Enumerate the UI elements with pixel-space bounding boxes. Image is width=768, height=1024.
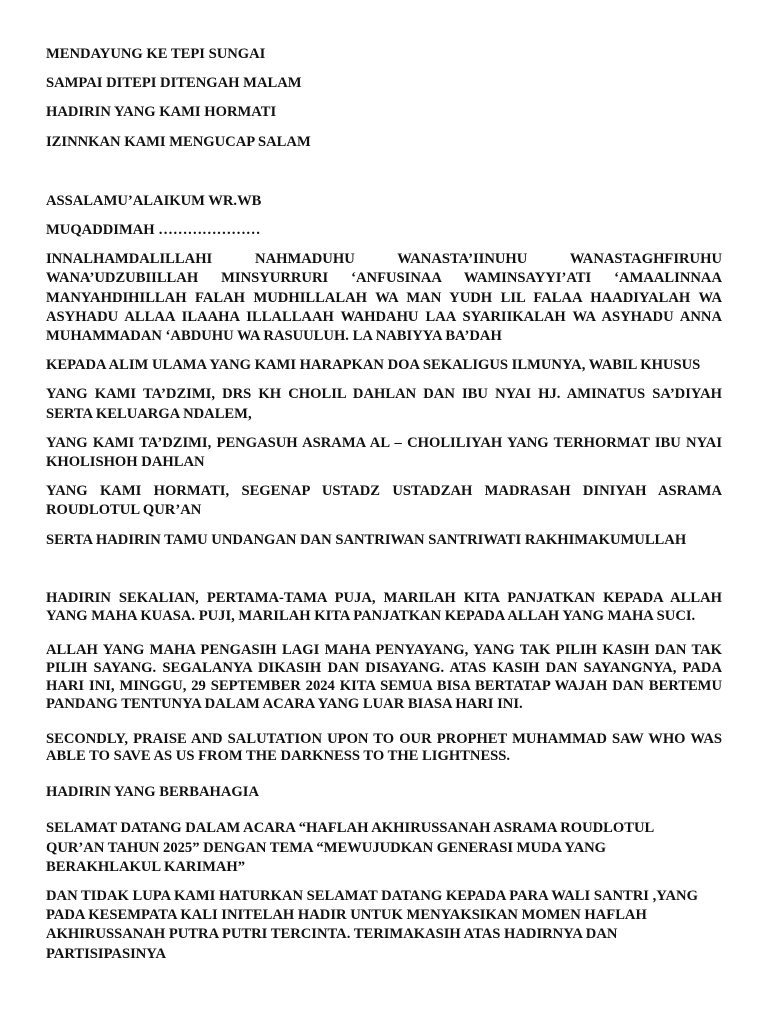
pantun-line-2: SAMPAI DITEPI DITENGAH MALAM: [46, 75, 302, 92]
closing-line: AKHIRUSSANAH PUTRA PUTRI TERCINTA. TERIMAKASIH ATAS HADIRNYA DAN: [46, 926, 618, 943]
welcome-line: BERAKHLAKUL KARIMAH”: [46, 858, 246, 875]
greeting-hadirin: SERTA HADIRIN TAMU UNDANGAN DAN SANTRIWAN SANTRIWATI RAKHIMAKUMULLAH: [46, 531, 687, 548]
muqaddimah-heading: MUQADDIMAH …………………: [46, 222, 261, 239]
pantun-line-3: HADIRIN YANG KAMI HORMATI: [46, 104, 277, 121]
pantun-line-1: MENDAYUNG KE TEPI SUNGAI: [46, 46, 266, 62]
welcome-line: SELAMAT DATANG DALAM ACARA “HAFLAH AKHIRUSSANAH ASRAMA ROUDLOTUL: [46, 820, 655, 837]
body-paragraph-allah: ALLAH YANG MAHA PENGASIH LAGI MAHA PENYAYANG, YANG TAK PILIH KASIH DAN TAK PILIH SAYANG. SEGALANYA DIKASIH DAN DISAYANG. ATAS KASIH DAN SAYANGNYA, PADA HARI INI, MINGGU, 29 SEPTEMBER 2024 KITA SEMUA BISA BERTATAP WAJAH DAN BERTEMU PANDANG TENTUNYA DALAM ACARA YANG LUAR BIASA HARI INI.: [46, 642, 722, 712]
salam: ASSALAMU’ALAIKUM WR.WB: [46, 192, 262, 209]
body-paragraph-secondly: SECONDLY, PRAISE AND SALUTATION UPON TO OUR PROPHET MUHAMMAD SAW WHO WAS ABLE TO SAVE AS US FROM THE DARKNESS TO THE LIGHTNESS.: [46, 730, 722, 765]
closing-line: PADA KESEMPATA KALI INITELAH HADIR UNTUK MENYAKSIKAN MOMEN HAFLAH: [46, 907, 647, 924]
welcome-paragraph: [46, 819, 722, 877]
closing-line: DAN TIDAK LUPA KAMI HATURKAN SELAMAT DATANG KEPADA PARA WALI SANTRI ,YANG: [46, 888, 698, 905]
document-page: [46, 45, 722, 964]
closing-paragraph: [46, 887, 722, 964]
pantun-line-4: IZINNKAN KAMI MENGUCAP SALAM: [46, 133, 311, 150]
opening-prayer: INNALHAMDALILLAHI NAHMADUHU WANASTA’IINUHU WANASTAGHFIRUHU WANA’UDZUBIILLAH MINSYURRURI ‘ANFUSINAA WAMINSAYYI’ATI ‘AMAALINNAA MANYAHDIHILLAH FALAH MUDHILLALAH WA MAN YUDH LIL FALAA HAADIYALAH WA ASYHADU ALLAA ILAAHA ILLALLAAH WAHDAHU LAA SYARIIKALAH WA ASYHADU ANNA MUHAMMADAN ‘ABDUHU WA RASUULUH. LA NABIYYA BA’DAH: [46, 251, 722, 345]
greeting-kh-cholil: YANG KAMI TA’DZIMI, DRS KH CHOLIL DAHLAN DAN IBU NYAI HJ. AMINATUS SA’DIYAH SERTA KELUARGA NDALEM,: [46, 386, 722, 422]
welcome-line: QUR’AN TAHUN 2025” DENGAN TEMA “MEWUJUDKAN GENERASI MUDA YANG: [46, 839, 606, 856]
hadirin-berbahagia: HADIRIN YANG BERBAHAGIA: [46, 784, 259, 801]
greeting-alim-ulama: KEPADA ALIM ULAMA YANG KAMI HARAPKAN DOA SEKALIGUS ILMUNYA, WABIL KHUSUS: [46, 357, 701, 374]
greeting-pengasuh: YANG KAMI TA’DZIMI, PENGASUH ASRAMA AL – CHOLILIYAH YANG TERHORMAT IBU NYAI KHOLISHOH DAHLAN: [46, 434, 722, 471]
greeting-ustadz: YANG KAMI HORMATI, SEGENAP USTADZ USTADZAH MADRASAH DINIYAH ASRAMA ROUDLOTUL QUR’AN: [46, 483, 722, 519]
closing-line: PARTISIPASINYA: [46, 945, 167, 962]
body-paragraph-puja: HADIRIN SEKALIAN, PERTAMA-TAMA PUJA, MARILAH KITA PANJATKAN KEPADA ALLAH YANG MAHA KUASA. PUJI, MARILAH KITA PANJATKAN KEPADA ALLAH YANG MAHA SUCI.: [46, 589, 722, 624]
